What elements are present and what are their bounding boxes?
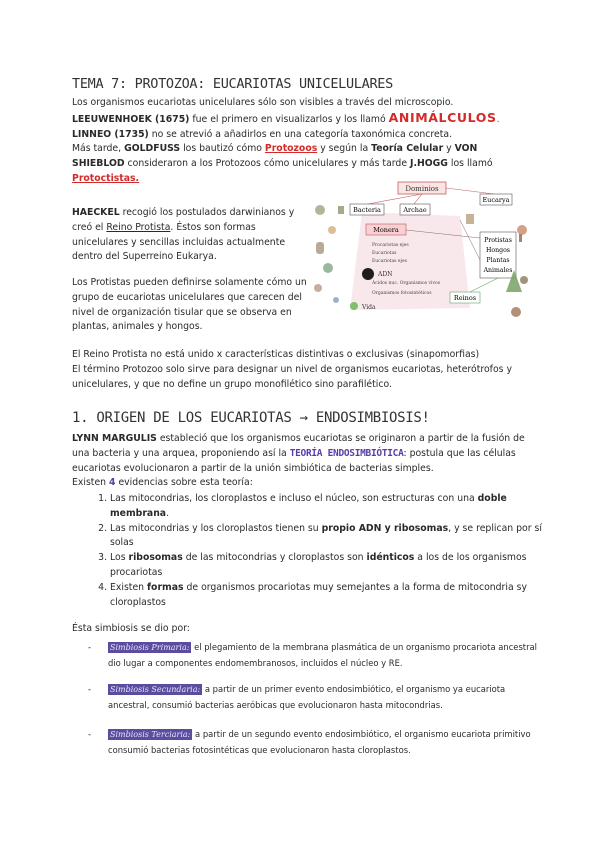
tree-of-life-diagram: [310, 180, 532, 322]
margulis-text-2: : postula que las células eucariotas evolucionaron a partir de la unión simbiótica de bacterias simples.: [72, 447, 516, 474]
dash-bullet: -: [88, 684, 92, 694]
list-item: [110, 551, 550, 581]
small-row: Ácidos nuc. Organismos vivos: [372, 281, 441, 286]
and-text: y: [443, 143, 455, 155]
margulis-text: estableció que los organismos eucariotas se originaron a partir de la fusión de una bacteria y una arquea, proponiendo así la: [72, 433, 525, 459]
leeuwenhoek-text: fue el primero en visualizarlos y los llamó: [189, 113, 389, 125]
teoria-celular-term: Teoría Celular: [371, 143, 444, 155]
margulis-name: LYNN MARGULIS: [72, 433, 157, 444]
evidence-bold: formas: [147, 581, 184, 593]
simbiosis-label: Simbiosis Secundaria:: [110, 685, 201, 694]
evidence-list: [92, 492, 550, 610]
von-text: consideraron a los Protozoos cómo unicelulares y más tarde: [124, 158, 410, 170]
von-shieblod-name: VON SHIEBLOD: [72, 143, 478, 170]
hogg-text: los llamó: [447, 158, 493, 170]
hongos-label: Hongos: [486, 247, 510, 254]
list-item: [110, 522, 550, 552]
linneo-text: no se atrevió a añadirlos en una categoría taxonómica concreta.: [148, 128, 453, 140]
evidence-text: Las mitocondrias, los cloroplastos e incluso el núcleo, son estructuras con una: [110, 493, 478, 504]
vida-icon: [350, 302, 358, 310]
animales-label: Animales: [483, 267, 513, 274]
dash-bullet: -: [88, 642, 92, 652]
small-row: Procariotas ejes: [372, 243, 409, 248]
simbiosis-text: a partir de un primer evento endosimbiótico, el organismo ya eucariota ancestral, consumió bacterias aeróbicas que evolucionaron hasta mitocondrias.: [108, 684, 506, 710]
small-row: Eucariotas ejes: [372, 259, 407, 264]
segun-text: y según la: [317, 143, 372, 155]
protozoos-term: Protozoos: [264, 143, 318, 155]
margulis-paragraph: [72, 432, 532, 491]
list-item: [110, 492, 550, 522]
page-title: TEMA 7: PROTOZOA: EUCARIOTAS UNICELULARES: [72, 76, 393, 92]
small-row: Eucariotas: [372, 251, 397, 256]
reino-paragraph-2: El término Protozoo solo sirve para designar un nivel de organismos eucariotas, heterótrofos y unicelulares, y que no define un grupo monofilético sino parafilético.: [72, 364, 512, 390]
goldfuss-text: los bautizó cómo: [180, 143, 265, 155]
protistas-label: Protistas: [484, 237, 512, 244]
evidence-text: Las mitocondrias y los cloroplastos tienen su: [110, 522, 322, 534]
vida-label: Vida: [362, 304, 376, 311]
evidence-bold: ribosomas: [128, 552, 183, 564]
monera-label: Monera: [373, 226, 399, 234]
intro-line: Los organismos eucariotas unicelulares sólo son visibles a través del microscopio.: [72, 97, 454, 108]
simbiosis-text: a partir de un segundo evento endosimbiótico, el organismo eucariota primitivo consumió bacterias fotosintéticas que evolucionaron hasta cloroplastos.: [108, 729, 531, 755]
animalculos-term: ANIMÁLCULOS: [388, 109, 497, 125]
bacteria-label: Bacteria: [353, 206, 381, 214]
simbiosis-intro: Ésta simbiosis se dio por:: [72, 623, 190, 634]
existen-text: Existen: [72, 477, 110, 489]
intro-paragraph: Los organismos eucariotas unicelulares sólo son visibles a través del microscopio. LEEUWENHOEK (1675) fue el primero en visualizarlos y los llamó ANIMÁLCULOS. LINNEO (1735) no se atrevió a añadirlos en una categoría taxonómica concreta. Más tarde, GOLDFUSS los bautizó cómo Protozoos y según la Teoría Celular y VON SHIEBLOD consideraron a los Protozoos cómo unicelulares y más tarde J.HOGG los llamó Protoctistas.: [72, 97, 500, 184]
evidence-text: a los de los organismos procariotas: [110, 552, 527, 578]
simbiosis-text: el plegamiento de la membrana plasmática de un organismo procariota ancestral dio lugar a componentes endomembranosos, incluidos el núcleo y RE.: [108, 642, 537, 668]
protistas-paragraph: Los Protistas pueden definirse solamente cómo un grupo de eucariotas unicelulares que carecen del nivel de organización tisular que se observa en plantas, animales y hongos.: [72, 277, 307, 333]
goldfuss-name: GOLDFUSS: [124, 143, 181, 155]
plantas-label: Plantas: [486, 257, 510, 264]
simbiosis-item: [88, 727, 538, 757]
simbiosis-item: [88, 682, 538, 712]
evidence-text: de las mitocondrias y cloroplastos son: [182, 552, 367, 564]
evidence-bold: doble membrana: [110, 493, 507, 519]
evidence-text: Los: [110, 552, 129, 564]
simbiosis-label: Simbiosis Terciaria:: [110, 730, 191, 739]
adn-label: ADN: [378, 271, 393, 278]
evidence-bold: propio ADN y ribosomas: [321, 522, 449, 534]
adn-icon: [362, 268, 374, 280]
eucarya-label: Eucarya: [482, 196, 510, 204]
haeckel-text-2: . Éstos son formas unicelulares y sencillas incluidas actualmente dentro del Superreino Eukarya.: [72, 221, 286, 263]
evidencias-text: evidencias sobre esta teoría:: [115, 477, 253, 489]
list-item: [110, 581, 550, 611]
dash-bullet: -: [88, 729, 92, 739]
archae-label: Archae: [403, 206, 427, 214]
haeckel-text: recogió los postulados darwinianos y creó el: [72, 207, 295, 233]
evidence-text: Existen: [110, 581, 148, 593]
dominios-label: Dominios: [405, 185, 439, 193]
evidence-text: , y se replican por sí solas: [110, 522, 542, 549]
reinos-label: Reinos: [453, 294, 477, 302]
teoria-endosimbiotica-term: TEORÍA ENDOSIMBIÓTICA: [289, 447, 404, 459]
mas-tarde-text: Más tarde,: [72, 143, 125, 155]
leeuwenhoek-name: LEEUWENHOEK (1675): [72, 113, 190, 125]
hogg-name: J.HOGG: [410, 158, 448, 170]
simbiosis-label: Simbiosis Primaria:: [110, 643, 190, 652]
protoctistas-term: Protoctistas.: [72, 172, 140, 184]
haeckel-paragraph: [72, 206, 310, 265]
evidence-count: 4: [109, 477, 116, 489]
linneo-name: LINNEO (1735): [72, 128, 149, 140]
evidence-text: .: [166, 507, 170, 519]
reino-protista-term: Reino Protista: [106, 221, 171, 233]
section-title: 1. ORIGEN DE LOS EUCARIOTAS → ENDOSIMBIOSIS!: [72, 410, 430, 426]
reino-paragraph-1: El Reino Protista no está unido x características distintivas o exclusivas (sinapomorfias): [72, 349, 480, 360]
evidence-bold: idénticos: [366, 552, 415, 564]
haeckel-name: HAECKEL: [72, 207, 120, 218]
small-row: Organismos fotosintéticos: [372, 291, 432, 296]
evidence-text: de organismos procariotas muy semejantes a la forma de mitocondria sy cloroplastos: [110, 581, 527, 608]
simbiosis-item: [88, 640, 538, 670]
